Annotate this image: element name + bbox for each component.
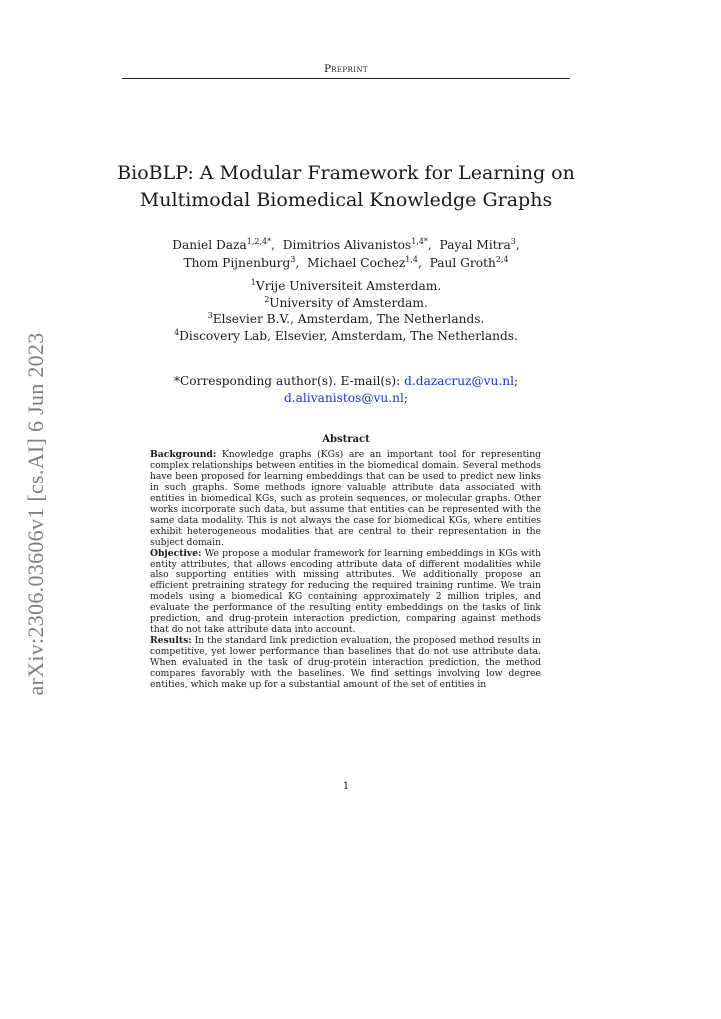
author — [440, 238, 516, 252]
affiliation-list — [100, 278, 592, 344]
affiliation-text: Vrije Universiteit Amsterdam. — [255, 279, 442, 293]
email-separator: ; — [514, 374, 519, 388]
affiliation-text: Elsevier B.V., Amsterdam, The Netherlands. — [212, 312, 485, 326]
author-name: Payal Mitra — [439, 238, 511, 252]
author-name: Thom Pijnenburg — [183, 256, 291, 270]
background-text: Knowledge graphs (KGs) are an important tool for representing complex relationships between entities in the biomedical domain. Several methods have been proposed for learning embeddings that can be used to predict new links in such graphs. Some methods ignore valuable attribute data associated with entities in biomedical KGs, such as protein sequences, or molecular graphs. Other works incorporate such data, but assume that entities can be represented with the same data modality. This is not always the case for biomedical KGs, where entities exhibit heterogeneous modalities that are central to their representation in the subject domain. — [150, 449, 541, 548]
page-number: 1 — [342, 781, 350, 792]
affiliation-mark: 2 — [264, 294, 270, 304]
author — [307, 256, 418, 270]
abstract-body — [150, 450, 541, 691]
abstract-background — [150, 450, 541, 549]
affiliation — [100, 278, 592, 295]
affiliation-text: Discovery Lab, Elsevier, Amsterdam, The Netherlands. — [179, 328, 518, 343]
author — [283, 238, 428, 252]
author-name: Dimitrios Alivanistos — [282, 238, 412, 252]
corresponding-label: *Corresponding author(s). E-mail(s): — [173, 374, 405, 388]
author-list: Daniel Daza$^{1,2,4*}$, Dimitrios Alivanistos$^{1,4*}$, Payal Mitra$^3$, Thom Pijnenburg$^3$, Michael Cochez$^{1,4}$, Paul Groth$^{2,4}$ — [172, 236, 520, 270]
arxiv-stamp: arXiv:2306.03606v1 [cs.AI] 6 Jun 2023 — [23, 332, 48, 696]
author — [183, 256, 295, 270]
author-name: Paul Groth — [429, 256, 496, 270]
affiliation-mark: 1 — [250, 277, 256, 287]
affiliation — [100, 295, 592, 312]
running-head: Preprint — [324, 64, 368, 75]
affiliation-mark: 3 — [207, 310, 213, 320]
results-label: Results: — [150, 635, 192, 647]
email-link-alivanistos[interactable]: d.alivanistos@vu.nl — [283, 391, 404, 405]
author-affil-mark: 1,4* — [411, 236, 428, 246]
affiliation — [100, 328, 592, 345]
author-affil-mark: 3 — [290, 254, 296, 264]
abstract-objective — [150, 549, 541, 637]
author-name: Michael Cochez — [306, 256, 406, 270]
paper-title — [100, 160, 592, 214]
author-affil-mark: 3 — [510, 236, 516, 246]
title-line-1: BioBLP: A Modular Framework for Learning on — [117, 162, 575, 184]
email-link-daza[interactable]: d.dazacruz@vu.nl — [404, 374, 515, 388]
email-terminator: ; — [403, 391, 409, 405]
author — [172, 238, 271, 252]
title-line-2: Multimodal Biomedical Knowledge Graphs — [139, 189, 553, 211]
author-affil-mark: 1,2,4* — [246, 236, 272, 246]
header-rule — [122, 78, 570, 79]
author — [430, 256, 509, 270]
objective-label: Objective: — [150, 547, 202, 559]
affiliation-mark: 4 — [174, 327, 180, 337]
author-affil-mark: 2,4 — [495, 254, 509, 264]
affiliation — [100, 311, 592, 328]
author-name: Daniel Daza — [172, 238, 247, 252]
objective-text: We propose a modular framework for learning embeddings in KGs with entity attributes, that allows encoding attribute data of different modalities while also supporting entities with missing attributes. We additionally propose an efficient pretraining strategy for reducing the required training runtime. We train models using a biomedical KG containing approximately 2 million triples, and evaluate the performance of the resulting entity embeddings on the tasks of link prediction, and drug-protein interaction prediction, comparing against methods that do not take attribute data into account. — [150, 547, 541, 636]
results-text: In the standard link prediction evaluation, the proposed method results in competitive, yet lower performance than baselines that do not use attribute data. When evaluated in the task of drug-protein interaction prediction, the method compares favorably with the baselines. We find settings involving low degree entities, which make up for a substantial amount of the set of entities in — [150, 635, 541, 691]
corresponding-authors — [100, 373, 592, 407]
author-affil-mark: 1,4 — [405, 254, 418, 264]
background-label: Background: — [150, 449, 217, 460]
abstract-heading: Abstract — [322, 434, 370, 445]
abstract-results — [150, 636, 541, 691]
affiliation-text: University of Amsterdam. — [269, 295, 428, 310]
